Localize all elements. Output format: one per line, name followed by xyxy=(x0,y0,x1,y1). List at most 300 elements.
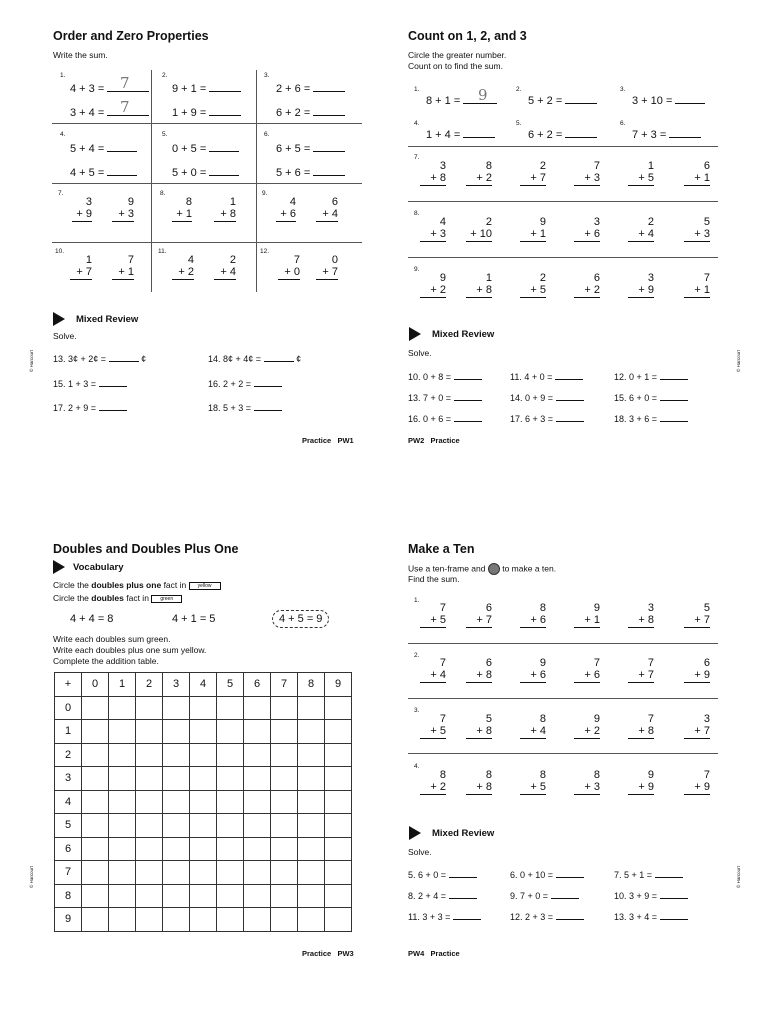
answer-blank[interactable] xyxy=(209,166,239,176)
table-answer-cell[interactable] xyxy=(244,884,271,908)
table-answer-cell[interactable] xyxy=(325,884,352,908)
answer-blank[interactable] xyxy=(313,166,345,176)
addend-top: 8 xyxy=(539,602,546,614)
answer-blank[interactable] xyxy=(463,128,495,138)
fact-plus-one[interactable]: 4 + 1 = 5 xyxy=(172,613,216,625)
table-answer-cell[interactable] xyxy=(82,908,109,932)
review-problem xyxy=(208,401,282,413)
fact-doubles-plus-one[interactable]: 4 + 5 = 9 xyxy=(272,610,329,628)
vertical-problem xyxy=(520,272,546,298)
addend-bottom: + 8 xyxy=(466,781,492,795)
addend-top: 2 xyxy=(539,272,546,284)
answer-blank[interactable] xyxy=(313,142,345,152)
table-answer-cell[interactable] xyxy=(325,720,352,744)
problem-number: 2. xyxy=(414,652,420,659)
table-answer-cell[interactable] xyxy=(325,861,352,885)
table-answer-cell[interactable] xyxy=(271,720,298,744)
answer-blank[interactable] xyxy=(313,106,345,116)
answer-blank[interactable] xyxy=(669,128,701,138)
table-answer-cell[interactable] xyxy=(325,743,352,767)
table-answer-cell[interactable] xyxy=(109,790,136,814)
vertical-problem xyxy=(684,160,710,186)
table-answer-cell[interactable] xyxy=(298,884,325,908)
review-problem xyxy=(510,370,583,382)
separator-line xyxy=(408,643,718,644)
answer-blank[interactable] xyxy=(107,166,137,176)
table-answer-cell[interactable] xyxy=(190,790,217,814)
table-answer-cell[interactable] xyxy=(325,814,352,838)
mixed-review-heading: Mixed Review xyxy=(432,828,495,839)
review-text: 9. 7 + 0 = xyxy=(510,891,549,901)
addend-bottom: + 4 xyxy=(214,266,236,280)
vertical-problem xyxy=(628,272,654,298)
table-answer-cell[interactable] xyxy=(271,767,298,791)
cent-unit: ¢ xyxy=(141,354,147,364)
table-answer-cell[interactable] xyxy=(298,908,325,932)
grid-line xyxy=(52,183,362,184)
triangle-icon xyxy=(409,327,421,341)
handwritten-answer: 9 xyxy=(478,86,488,104)
vertical-problem xyxy=(316,254,338,280)
table-answer-cell[interactable] xyxy=(244,790,271,814)
table-answer-cell[interactable] xyxy=(190,908,217,932)
answer-blank[interactable] xyxy=(313,82,345,92)
vertical-problem xyxy=(684,602,710,628)
table-answer-cell[interactable] xyxy=(82,696,109,720)
table-answer-cell[interactable] xyxy=(271,861,298,885)
table-answer-cell[interactable] xyxy=(163,814,190,838)
table-answer-cell[interactable] xyxy=(82,767,109,791)
table-answer-cell[interactable] xyxy=(163,861,190,885)
table-answer-cell[interactable] xyxy=(298,790,325,814)
problem-number: 6. xyxy=(264,131,270,138)
addend-bottom: + 3 xyxy=(574,172,600,186)
table-answer-cell[interactable] xyxy=(298,743,325,767)
review-problem xyxy=(53,352,146,364)
crayon-label: yellow xyxy=(197,582,212,589)
review-problem xyxy=(208,377,282,389)
table-answer-cell[interactable] xyxy=(217,814,244,838)
separator-line xyxy=(408,201,718,202)
table-answer-cell[interactable] xyxy=(82,814,109,838)
vertical-problem xyxy=(684,216,710,242)
vertical-problem xyxy=(466,216,492,242)
addend-bottom: + 6 xyxy=(520,614,546,628)
answer-blank[interactable] xyxy=(449,889,477,899)
separator-line xyxy=(408,146,718,147)
footer-page-id: PW4 xyxy=(408,949,425,958)
table-answer-cell[interactable] xyxy=(82,790,109,814)
vocab-term: doubles xyxy=(91,593,124,603)
mixed-review-heading: Mixed Review xyxy=(76,314,139,325)
table-row-header: 0 xyxy=(55,696,82,720)
equation xyxy=(528,128,597,141)
table-row-header: 6 xyxy=(55,837,82,861)
equation xyxy=(172,106,241,119)
table-answer-cell[interactable] xyxy=(217,743,244,767)
equation xyxy=(70,106,149,119)
footer-page-id: PW2 xyxy=(408,436,425,445)
answer-blank[interactable] xyxy=(556,910,584,920)
table-answer-cell[interactable] xyxy=(190,696,217,720)
addend-bottom: + 3 xyxy=(574,781,600,795)
table-header-cell: 4 xyxy=(190,673,217,697)
vertical-problem xyxy=(172,196,192,222)
table-row xyxy=(55,884,352,908)
table-answer-cell[interactable] xyxy=(109,767,136,791)
addend-top: 4 xyxy=(187,254,194,266)
problem-number: 8. xyxy=(160,190,166,197)
answer-blank[interactable] xyxy=(565,128,597,138)
table-answer-cell[interactable] xyxy=(298,720,325,744)
table-answer-cell[interactable] xyxy=(190,837,217,861)
table-answer-cell[interactable] xyxy=(298,696,325,720)
page-footer xyxy=(302,436,354,445)
answer-blank[interactable] xyxy=(675,94,705,104)
vertical-problem xyxy=(466,769,492,795)
equation xyxy=(70,82,149,95)
vertical-problem xyxy=(420,272,446,298)
vertical-problem xyxy=(420,657,446,683)
table-answer-cell[interactable] xyxy=(217,837,244,861)
triangle-icon xyxy=(409,826,421,840)
addend-top: 1 xyxy=(647,160,654,172)
addend-bottom: + 2 xyxy=(574,284,600,298)
table-row xyxy=(55,837,352,861)
answer-blank[interactable] xyxy=(660,370,688,380)
addend-top: 9 xyxy=(127,196,134,208)
addend-top: 3 xyxy=(439,160,446,172)
addend-bottom: + 8 xyxy=(214,208,236,222)
answer-blank[interactable] xyxy=(660,889,688,899)
addend-top: 5 xyxy=(485,713,492,725)
addend-top: 7 xyxy=(647,713,654,725)
mixed-review-heading: Mixed Review xyxy=(432,329,495,340)
review-text: 10. 3 + 9 = xyxy=(614,891,658,901)
table-answer-cell[interactable] xyxy=(244,837,271,861)
addend-bottom: + 7 xyxy=(684,725,710,739)
handwritten-answer: 7 xyxy=(120,74,130,92)
problem-number: 3. xyxy=(414,707,420,714)
table-answer-cell[interactable] xyxy=(136,790,163,814)
addend-top: 6 xyxy=(593,272,600,284)
table-answer-cell[interactable] xyxy=(217,861,244,885)
review-problem xyxy=(208,352,301,364)
table-answer-cell[interactable] xyxy=(136,837,163,861)
table-answer-cell[interactable] xyxy=(325,837,352,861)
table-answer-cell[interactable] xyxy=(109,837,136,861)
table-answer-cell[interactable] xyxy=(190,743,217,767)
vertical-problem xyxy=(276,196,296,222)
answer-blank[interactable] xyxy=(556,391,584,401)
table-answer-cell[interactable] xyxy=(163,696,190,720)
answer-blank[interactable] xyxy=(551,889,579,899)
addend-top: 7 xyxy=(593,657,600,669)
vocab-line-1 xyxy=(53,580,221,590)
table-answer-cell[interactable] xyxy=(109,696,136,720)
table-answer-cell[interactable] xyxy=(244,814,271,838)
vocab-text: Circle the xyxy=(53,580,89,590)
vertical-problem xyxy=(420,769,446,795)
vertical-problem xyxy=(466,657,492,683)
table-answer-cell[interactable] xyxy=(109,743,136,767)
table-answer-cell[interactable] xyxy=(217,790,244,814)
table-answer-cell[interactable] xyxy=(298,767,325,791)
problem-number: 12. xyxy=(260,248,270,255)
addend-bottom: + 7 xyxy=(628,669,654,683)
answer-blank[interactable] xyxy=(454,370,482,380)
table-answer-cell[interactable] xyxy=(244,767,271,791)
addend-top: 8 xyxy=(439,769,446,781)
addend-bottom: + 7 xyxy=(466,614,492,628)
table-answer-cell[interactable] xyxy=(163,884,190,908)
problem-number: 3. xyxy=(264,72,270,79)
addend-bottom: + 9 xyxy=(72,208,92,222)
table-answer-cell[interactable] xyxy=(298,861,325,885)
table-answer-cell[interactable] xyxy=(217,696,244,720)
answer-blank[interactable] xyxy=(99,377,127,387)
review-problem xyxy=(510,889,579,901)
table-answer-cell[interactable] xyxy=(82,861,109,885)
answer-blank[interactable] xyxy=(209,142,239,152)
addend-top: 1 xyxy=(229,196,236,208)
equation xyxy=(632,94,705,107)
table-answer-cell[interactable] xyxy=(136,908,163,932)
table-answer-cell[interactable] xyxy=(244,861,271,885)
addend-bottom: + 2 xyxy=(420,781,446,795)
answer-blank[interactable] xyxy=(555,370,583,380)
addend-bottom: + 2 xyxy=(420,284,446,298)
review-text: 15. 1 + 3 = xyxy=(53,379,97,389)
table-answer-cell[interactable] xyxy=(298,814,325,838)
table-answer-cell[interactable] xyxy=(190,814,217,838)
review-text: 14. 8¢ + 4¢ = xyxy=(208,354,262,364)
addend-top: 8 xyxy=(485,160,492,172)
equation-text: 6 + 5 = xyxy=(276,143,311,155)
vertical-problem xyxy=(466,160,492,186)
table-answer-cell[interactable] xyxy=(271,908,298,932)
counter-icon xyxy=(488,563,500,575)
answer-blank[interactable] xyxy=(660,910,688,920)
addend-bottom: + 8 xyxy=(420,172,446,186)
page-footer xyxy=(408,436,460,445)
review-text: 12. 0 + 1 = xyxy=(614,372,658,382)
separator-line xyxy=(408,698,718,699)
answer-blank[interactable] xyxy=(565,94,597,104)
answer-blank[interactable] xyxy=(454,412,482,422)
vertical-problem xyxy=(574,657,600,683)
crayon-icon xyxy=(189,582,221,590)
answer-blank[interactable] xyxy=(454,391,482,401)
table-answer-cell[interactable] xyxy=(217,720,244,744)
table-answer-cell[interactable] xyxy=(136,720,163,744)
addend-top: 6 xyxy=(703,160,710,172)
table-answer-cell[interactable] xyxy=(163,767,190,791)
addend-top: 7 xyxy=(439,602,446,614)
table-answer-cell[interactable] xyxy=(163,837,190,861)
review-problem xyxy=(614,889,688,901)
problem-number: 2. xyxy=(516,86,522,93)
addend-bottom: + 2 xyxy=(574,725,600,739)
answer-blank[interactable] xyxy=(449,868,477,878)
vertical-problem xyxy=(520,216,546,242)
table-answer-cell[interactable] xyxy=(82,884,109,908)
footer-practice: Practice xyxy=(430,436,460,445)
table-answer-cell[interactable] xyxy=(136,861,163,885)
problem-number: 8. xyxy=(414,210,420,217)
answer-blank[interactable] xyxy=(556,412,584,422)
addend-bottom: + 1 xyxy=(684,284,710,298)
addend-top: 2 xyxy=(647,216,654,228)
answer-blank[interactable] xyxy=(453,910,481,920)
table-answer-cell[interactable] xyxy=(217,767,244,791)
table-answer-cell[interactable] xyxy=(136,696,163,720)
answer-blank[interactable] xyxy=(264,352,294,362)
addend-bottom: + 7 xyxy=(684,614,710,628)
table-answer-cell[interactable] xyxy=(271,814,298,838)
table-answer-cell[interactable] xyxy=(82,743,109,767)
answer-blank[interactable] xyxy=(655,868,683,878)
addend-bottom: + 6 xyxy=(574,228,600,242)
answer-blank[interactable] xyxy=(660,391,688,401)
footer-page-id: PW3 xyxy=(337,949,354,958)
table-row xyxy=(55,720,352,744)
table-answer-cell[interactable] xyxy=(217,908,244,932)
table-answer-cell[interactable] xyxy=(109,884,136,908)
table-answer-cell[interactable] xyxy=(109,908,136,932)
vertical-problem xyxy=(316,196,338,222)
answer-blank[interactable] xyxy=(209,82,241,92)
table-answer-cell[interactable] xyxy=(163,720,190,744)
pw4-instruction-2: Find the sum. xyxy=(408,574,460,584)
addend-top: 8 xyxy=(539,713,546,725)
table-answer-cell[interactable] xyxy=(136,884,163,908)
table-answer-cell[interactable] xyxy=(271,884,298,908)
table-answer-cell[interactable] xyxy=(217,884,244,908)
solve-label: Solve. xyxy=(53,331,77,341)
equation xyxy=(276,82,345,95)
table-answer-cell[interactable] xyxy=(271,790,298,814)
table-row-header: 7 xyxy=(55,861,82,885)
table-answer-cell[interactable] xyxy=(82,720,109,744)
pw3-instruction-3: Complete the addition table. xyxy=(53,656,159,666)
table-answer-cell[interactable] xyxy=(271,837,298,861)
equation-text: 3 + 10 = xyxy=(632,95,673,107)
answer-blank[interactable] xyxy=(107,142,137,152)
vertical-problem xyxy=(466,272,492,298)
vertical-problem xyxy=(112,254,134,280)
answer-blank[interactable] xyxy=(209,106,241,116)
equation xyxy=(276,142,345,155)
addend-bottom: + 10 xyxy=(466,228,492,242)
vertical-problem xyxy=(420,216,446,242)
answer-blank[interactable] xyxy=(99,401,127,411)
table-answer-cell[interactable] xyxy=(163,908,190,932)
table-answer-cell[interactable] xyxy=(271,696,298,720)
addend-bottom: + 9 xyxy=(684,781,710,795)
table-answer-cell[interactable] xyxy=(325,767,352,791)
copyright-side: © Harcourt xyxy=(736,350,741,372)
problem-number: 3. xyxy=(620,86,626,93)
problem-number: 5. xyxy=(516,120,522,127)
table-answer-cell[interactable] xyxy=(82,837,109,861)
table-answer-cell[interactable] xyxy=(109,814,136,838)
addend-bottom: + 7 xyxy=(70,266,92,280)
table-answer-cell[interactable] xyxy=(190,884,217,908)
footer-practice: Practice xyxy=(302,949,332,958)
addend-bottom: + 8 xyxy=(466,725,492,739)
review-text: 18. 5 + 3 = xyxy=(208,403,252,413)
table-answer-cell[interactable] xyxy=(190,861,217,885)
equation-text: 7 + 3 = xyxy=(632,129,667,141)
review-text: 15. 6 + 0 = xyxy=(614,393,658,403)
copyright-side: © Harcourt xyxy=(29,350,34,372)
equation xyxy=(276,166,345,179)
fact-doubles[interactable]: 4 + 4 = 8 xyxy=(70,613,114,625)
table-row-header: 1 xyxy=(55,720,82,744)
table-answer-cell[interactable] xyxy=(244,908,271,932)
table-answer-cell[interactable] xyxy=(109,861,136,885)
review-problem xyxy=(408,370,482,382)
table-header-cell: + xyxy=(55,673,82,697)
table-answer-cell[interactable] xyxy=(244,696,271,720)
vocab-line-2 xyxy=(53,593,182,603)
review-problem xyxy=(408,391,482,403)
table-answer-cell[interactable] xyxy=(136,814,163,838)
table-answer-cell[interactable] xyxy=(325,696,352,720)
review-problem xyxy=(510,910,584,922)
addend-bottom: + 5 xyxy=(420,614,446,628)
addend-top: 9 xyxy=(439,272,446,284)
addend-bottom: + 7 xyxy=(520,172,546,186)
triangle-icon xyxy=(53,560,65,574)
table-answer-cell[interactable] xyxy=(190,767,217,791)
table-answer-cell[interactable] xyxy=(136,767,163,791)
addend-bottom: + 3 xyxy=(684,228,710,242)
crayon-icon xyxy=(151,595,182,603)
equation-text: 8 + 1 = xyxy=(426,95,461,107)
table-answer-cell[interactable] xyxy=(136,743,163,767)
answer-blank[interactable] xyxy=(254,377,282,387)
table-answer-cell[interactable] xyxy=(244,720,271,744)
addend-top: 6 xyxy=(485,657,492,669)
pw1-instruction: Write the sum. xyxy=(53,50,108,60)
addend-bottom: + 1 xyxy=(684,172,710,186)
table-answer-cell[interactable] xyxy=(109,720,136,744)
footer-practice: Practice xyxy=(302,436,332,445)
table-answer-cell[interactable] xyxy=(325,790,352,814)
addend-top: 9 xyxy=(539,216,546,228)
answer-blank[interactable] xyxy=(109,352,139,362)
table-answer-cell[interactable] xyxy=(325,908,352,932)
answer-blank[interactable] xyxy=(660,412,688,422)
equation-text: 4 + 3 = xyxy=(70,83,105,95)
table-answer-cell[interactable] xyxy=(163,790,190,814)
vertical-problem xyxy=(684,713,710,739)
table-answer-cell[interactable] xyxy=(190,720,217,744)
table-answer-cell[interactable] xyxy=(244,743,271,767)
addend-top: 8 xyxy=(539,769,546,781)
table-answer-cell[interactable] xyxy=(271,743,298,767)
table-row-header: 8 xyxy=(55,884,82,908)
table-answer-cell[interactable] xyxy=(163,743,190,767)
answer-blank[interactable] xyxy=(254,401,282,411)
addend-top: 6 xyxy=(485,602,492,614)
vertical-problem xyxy=(520,602,546,628)
answer-blank[interactable] xyxy=(556,868,584,878)
table-answer-cell[interactable] xyxy=(298,837,325,861)
vertical-problem xyxy=(214,196,236,222)
